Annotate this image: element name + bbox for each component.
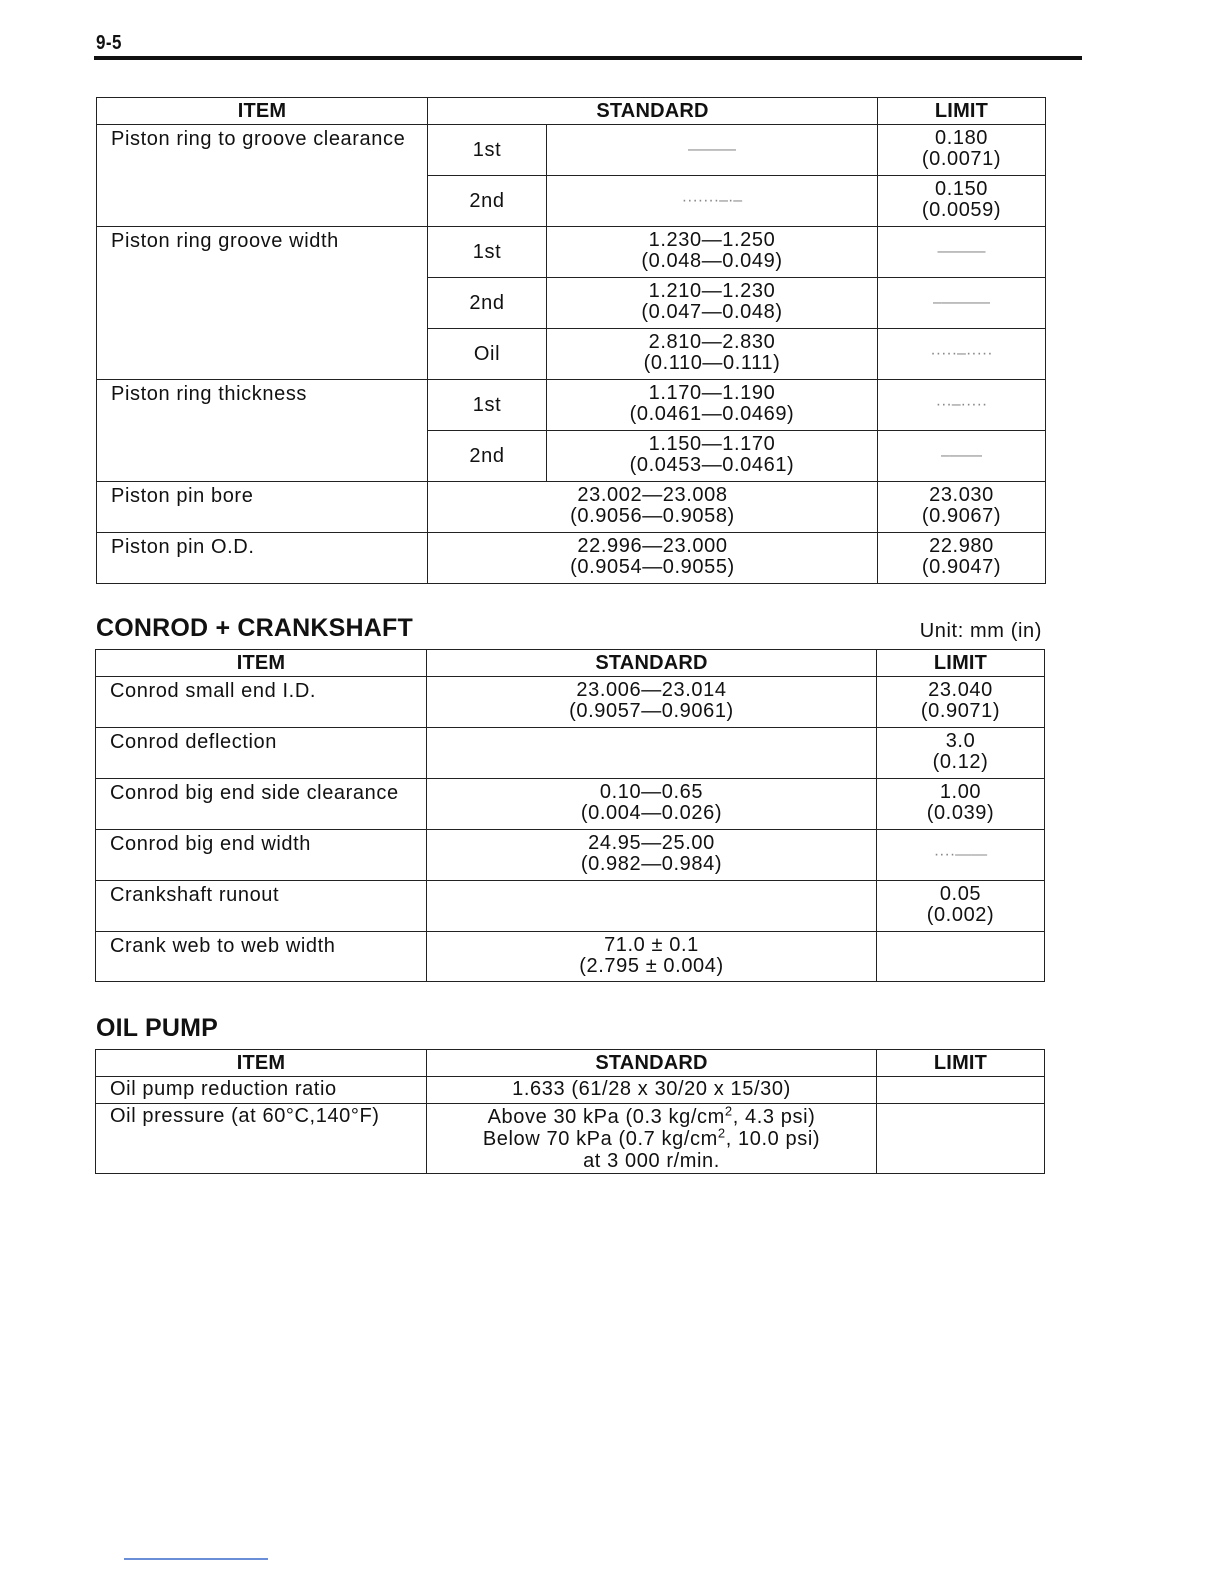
oil-pump-spec-table xyxy=(95,1049,1045,1174)
table-header-row xyxy=(96,1050,1045,1077)
standard-value: 1.150—1.170 xyxy=(648,433,776,455)
standard-value: 0.10—0.65 xyxy=(599,781,704,803)
item-cell: Conrod deflection xyxy=(96,728,427,779)
standard-value-in: (0.9054—0.9055) xyxy=(570,556,735,578)
item-cell: Oil pressure (at 60°C,140°F) xyxy=(96,1104,427,1174)
dash-mark: ——— xyxy=(937,243,986,260)
table-row xyxy=(96,1104,1045,1174)
header-item: ITEM xyxy=(96,650,427,677)
standard-cell xyxy=(427,728,877,779)
standard-line-2: Below 70 kPa (0.7 $kg/cm^2$, 10.0 psi) xyxy=(482,1125,821,1150)
limit-cell xyxy=(877,677,1045,728)
standard-line-3: at 3 000 r/min. xyxy=(583,1150,720,1172)
limit-cell xyxy=(878,380,1046,431)
header-limit: LIMIT xyxy=(877,1050,1045,1077)
limit-value: 0.180 xyxy=(934,127,989,149)
header-rule xyxy=(94,56,1082,60)
limit-cell xyxy=(877,881,1045,932)
standard-cell xyxy=(547,176,878,227)
standard-line-1: Above 30 kPa (0.3 $kg/cm^2$, 4.3 psi) xyxy=(487,1103,816,1128)
standard-cell xyxy=(547,227,878,278)
limit-value-in: (0.9047) xyxy=(921,556,1002,578)
dash-mark: ···–····· xyxy=(935,396,988,413)
limit-value-in: (0.0071) xyxy=(921,148,1002,170)
sub-label: 1st xyxy=(428,227,547,278)
table-row xyxy=(96,881,1045,932)
limit-cell xyxy=(877,830,1045,881)
standard-value: 23.006—23.014 xyxy=(576,679,727,701)
table-row xyxy=(96,677,1045,728)
standard-cell xyxy=(547,329,878,380)
limit-cell xyxy=(878,125,1046,176)
standard-value-in: (0.9057—0.9061) xyxy=(569,700,734,722)
limit-value-in: (0.002) xyxy=(926,904,995,926)
sub-label: 1st xyxy=(428,380,547,431)
piston-spec-table xyxy=(96,97,1046,584)
standard-cell: 1.633 (61/28 x 30/20 x 15/30) xyxy=(427,1077,877,1104)
standard-value: 1.210—1.230 xyxy=(648,280,776,302)
standard-value: 1.230—1.250 xyxy=(648,229,776,251)
table-header-row xyxy=(96,650,1045,677)
header-limit: LIMIT xyxy=(878,98,1046,125)
standard-cell xyxy=(547,431,878,482)
standard-value-in: (0.048—0.049) xyxy=(641,250,783,272)
standard-value-in: (2.795 ± 0.004) xyxy=(579,955,724,977)
standard-value-in: (0.110—0.111) xyxy=(643,352,781,374)
table-header-row xyxy=(97,98,1046,125)
header-standard: STANDARD xyxy=(428,98,878,125)
item-cell: Piston pin bore xyxy=(97,482,428,533)
unit-label: Unit: mm (in) xyxy=(919,620,1042,642)
item-cell: Crankshaft runout xyxy=(96,881,427,932)
dash-mark: ·····–····· xyxy=(930,345,993,362)
dash-mark: –—— xyxy=(941,447,982,464)
standard-cell xyxy=(427,830,877,881)
header-limit: LIMIT xyxy=(877,650,1045,677)
table-row xyxy=(96,728,1045,779)
item-cell: Piston ring groove width xyxy=(97,227,428,380)
standard-value: 71.0 ± 0.1 xyxy=(604,934,699,956)
standard-cell xyxy=(547,380,878,431)
limit-value: 1.00 xyxy=(939,781,982,803)
item-cell: Conrod big end width xyxy=(96,830,427,881)
standard-value-in: (0.9056—0.9058) xyxy=(570,505,735,527)
limit-value: 22.980 xyxy=(929,535,994,557)
table-row xyxy=(97,227,1046,278)
sub-label: Oil xyxy=(428,329,547,380)
standard-value: 23.002—23.008 xyxy=(577,484,728,506)
item-cell: Piston ring thickness xyxy=(97,380,428,482)
table-row xyxy=(97,125,1046,176)
standard-value-in: (0.004—0.026) xyxy=(580,802,723,824)
section-title-oil-pump: OIL PUMP xyxy=(96,1014,218,1042)
standard-cell xyxy=(427,779,877,830)
limit-value-in: (0.9071) xyxy=(920,700,1001,722)
header-item: ITEM xyxy=(97,98,428,125)
limit-value-in: (0.9067) xyxy=(921,505,1002,527)
table-row xyxy=(96,779,1045,830)
limit-cell xyxy=(878,278,1046,329)
standard-value-in: (0.0461—0.0469) xyxy=(629,403,795,425)
sub-label: 2nd xyxy=(428,431,547,482)
standard-value: 1.170—1.190 xyxy=(648,382,776,404)
limit-cell xyxy=(878,329,1046,380)
limit-value: 23.040 xyxy=(928,679,993,701)
limit-cell xyxy=(878,176,1046,227)
sub-label: 2nd xyxy=(428,176,547,227)
standard-cell xyxy=(427,881,877,932)
limit-cell xyxy=(877,728,1045,779)
item-cell: Piston ring to groove clearance xyxy=(97,125,428,227)
bottom-rule xyxy=(124,1558,268,1560)
dash-mark: –——— xyxy=(933,294,990,311)
limit-value: 0.05 xyxy=(939,883,982,905)
table-row xyxy=(97,380,1046,431)
standard-value: 24.95—25.00 xyxy=(588,832,715,854)
table-row xyxy=(97,533,1046,584)
limit-cell xyxy=(877,779,1045,830)
standard-cell xyxy=(547,278,878,329)
standard-value: 2.810—2.830 xyxy=(648,331,776,353)
item-cell: Conrod small end I.D. xyxy=(96,677,427,728)
sub-label: 2nd xyxy=(428,278,547,329)
limit-cell xyxy=(878,533,1046,584)
standard-value-in: (0.982—0.984) xyxy=(580,853,723,875)
standard-value: 22.996—23.000 xyxy=(577,535,728,557)
table-row xyxy=(97,482,1046,533)
table-row xyxy=(96,1077,1045,1104)
standard-cell xyxy=(427,677,877,728)
conrod-spec-table xyxy=(95,649,1045,982)
limit-cell xyxy=(878,227,1046,278)
header-standard: STANDARD xyxy=(427,650,877,677)
standard-cell xyxy=(428,482,878,533)
limit-cell xyxy=(878,431,1046,482)
limit-value: 0.150 xyxy=(934,178,989,200)
limit-value-in: (0.039) xyxy=(926,802,995,824)
page-number: 9-5 xyxy=(96,32,122,54)
limit-cell xyxy=(877,1104,1045,1174)
standard-value-in: (0.047—0.048) xyxy=(641,301,783,323)
dash-mark: ·······–·– xyxy=(681,192,743,209)
limit-cell xyxy=(877,1077,1045,1104)
header-item: ITEM xyxy=(96,1050,427,1077)
dash-mark: ····—— xyxy=(933,846,988,863)
limit-cell xyxy=(877,932,1045,982)
table-row xyxy=(96,932,1045,982)
standard-cell xyxy=(427,932,877,982)
standard-cell xyxy=(428,533,878,584)
header-standard: STANDARD xyxy=(427,1050,877,1077)
dash-mark: ——— xyxy=(688,141,736,158)
standard-cell xyxy=(427,1104,877,1174)
limit-value-in: (0.12) xyxy=(932,751,989,773)
sub-label: 1st xyxy=(428,125,547,176)
item-cell: Crank web to web width xyxy=(96,932,427,982)
limit-cell xyxy=(878,482,1046,533)
standard-value-in: (0.0453—0.0461) xyxy=(629,454,795,476)
limit-value: 3.0 xyxy=(945,730,976,752)
section-title-conrod: CONROD + CRANKSHAFT xyxy=(96,614,413,642)
item-cell: Piston pin O.D. xyxy=(97,533,428,584)
table-row xyxy=(96,830,1045,881)
limit-value-in: (0.0059) xyxy=(921,199,1002,221)
item-cell: Oil pump reduction ratio xyxy=(96,1077,427,1104)
standard-cell xyxy=(547,125,878,176)
limit-value: 23.030 xyxy=(929,484,994,506)
item-cell: Conrod big end side clearance xyxy=(96,779,427,830)
